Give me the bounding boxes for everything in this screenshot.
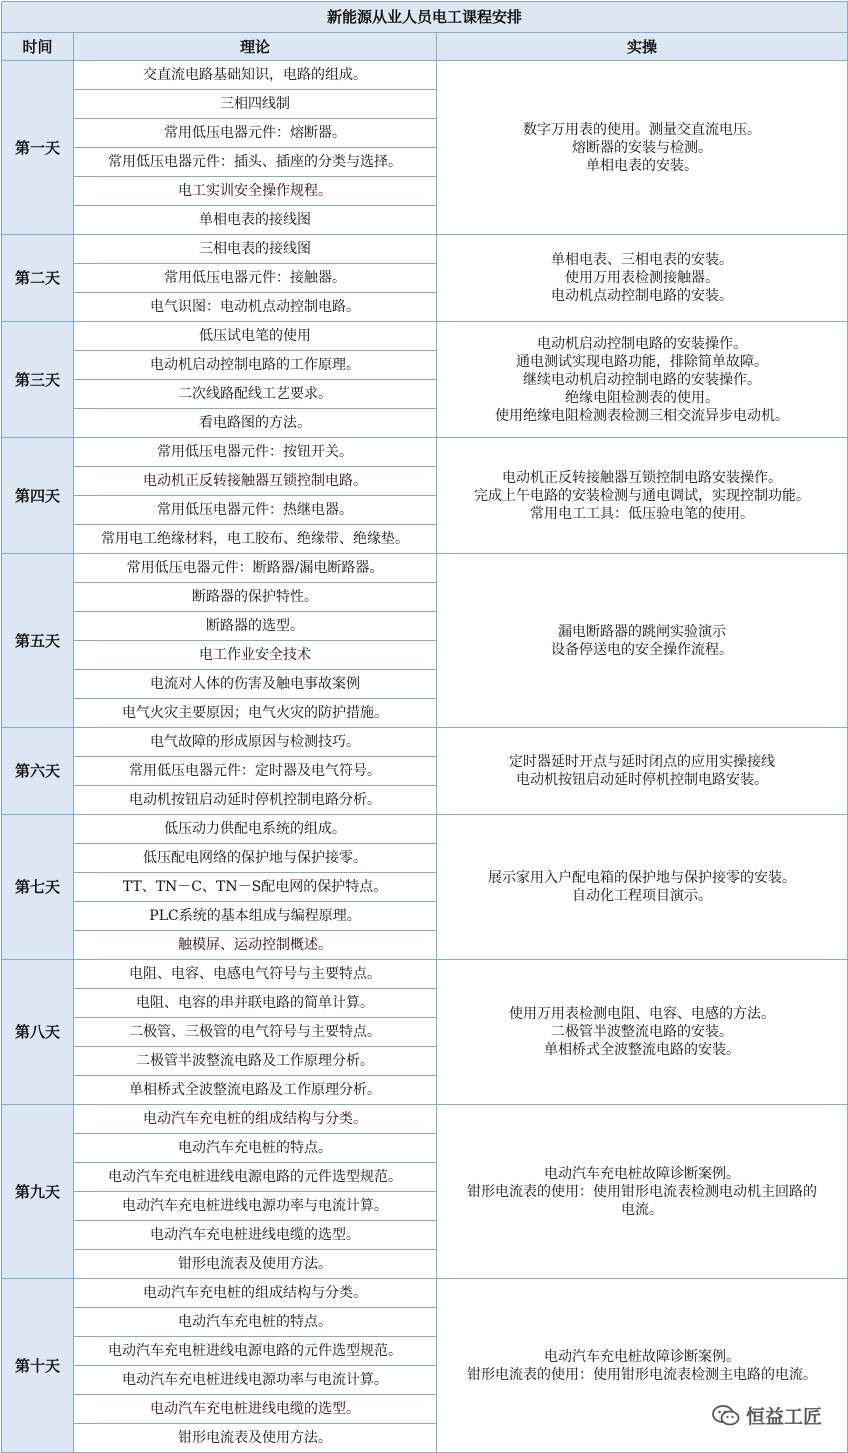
practice-cell: [437, 438, 848, 554]
theory-cell: 电动机按钮启动延时停机控制电路分析。: [74, 786, 437, 815]
header-time: 时间: [2, 33, 74, 61]
theory-cell: 电动汽车充电桩的组成结构与分类。: [74, 1105, 437, 1134]
theory-cell: 断路器的保护特性。: [74, 583, 437, 612]
theory-cell: 断路器的选型。: [74, 612, 437, 641]
practice-line: 电动机正反转接触器互锁控制电路安装操作。: [502, 469, 783, 486]
wechat-icon: [712, 1404, 740, 1428]
watermark-text: 恒益工匠: [745, 1406, 822, 1428]
theory-cell: 常用低压电器元件：接触器。: [74, 264, 437, 293]
practice-line: 电动机启动控制电路的安装操作。: [537, 335, 748, 352]
theory-cell: 交直流电路基础知识，电路的组成。: [74, 61, 437, 90]
practice-line: 设备停送电的安全操作流程。: [551, 641, 734, 658]
day-label: 第一天: [2, 61, 74, 235]
table-row: [2, 554, 848, 583]
theory-cell: 二极管、三极管的电气符号与主要特点。: [74, 1018, 437, 1047]
theory-cell: 触模屏、运动控制概述。: [74, 931, 437, 960]
practice-line: 使用万用表检测电阻、电容、电感的方法。: [509, 1006, 776, 1022]
theory-cell: 电动汽车充电桩的特点。: [74, 1308, 437, 1337]
practice-line: 数字万用表的使用。测量交直流电压。: [523, 121, 762, 138]
header-row: [2, 33, 848, 61]
practice-cell: [437, 322, 848, 438]
theory-cell: 常用低压电器元件：热继电器。: [74, 496, 437, 525]
theory-cell: 电动汽车充电桩的特点。: [74, 1134, 437, 1163]
theory-cell: 三相四线制: [74, 90, 437, 119]
theory-cell: 电阻、电容、电感电气符号与主要特点。: [74, 960, 437, 989]
theory-cell: 钳形电流表及使用方法。: [74, 1424, 437, 1453]
practice-line: 使用绝缘电阻检测表检测三相交流异步电动机。: [495, 407, 790, 424]
practice-line: 自动化工程项目演示。: [572, 888, 713, 904]
practice-cell: [437, 815, 848, 960]
table-row: [2, 322, 848, 351]
practice-line: 电动机按钮启动延时停机控制电路安装。: [516, 772, 769, 788]
theory-cell: 常用低压电器元件：断路器/漏电断路器。: [74, 554, 437, 583]
theory-cell: 电动机启动控制电路的工作原理。: [74, 351, 437, 380]
theory-cell: 电气故障的形成原因与检测技巧。: [74, 728, 437, 757]
theory-cell: 电气识图：电动机点动控制电路。: [74, 293, 437, 322]
practice-line: 继续电动机启动控制电路的安装操作。: [523, 371, 762, 388]
theory-cell: 电动汽车充电桩的组成结构与分类。: [74, 1279, 437, 1308]
day-label: 第六天: [2, 728, 74, 815]
header-practice: 实操: [437, 33, 848, 61]
table-row: [2, 1279, 848, 1308]
theory-cell: 常用低压电器元件：按钮开关。: [74, 438, 437, 467]
theory-cell: 电工作业安全技术: [74, 641, 437, 670]
practice-line: 展示家用入户配电箱的保护地与保护接零的安装。: [488, 870, 797, 886]
table-row: [2, 61, 848, 90]
practice-line: 定时器延时开点与延时闭点的应用实操接线: [509, 754, 776, 770]
theory-cell: 电动汽车充电桩进线电缆的选型。: [74, 1395, 437, 1424]
theory-cell: 电动汽车充电桩进线电源功率与电流计算。: [74, 1366, 437, 1395]
title-row: [2, 2, 848, 33]
theory-cell: 看电路图的方法。: [74, 409, 437, 438]
practice-line: 使用万用表检测接触器。: [565, 270, 720, 286]
practice-line: 漏电断路器的跳闸实验演示: [558, 623, 727, 640]
practice-cell: [437, 235, 848, 322]
practice-line: 常用电工工具：低压验电笔的使用。: [530, 505, 755, 522]
practice-line: 钳形电流表的使用：使用钳形电流表检测主电路的电流。: [467, 1366, 818, 1383]
watermark: [712, 1402, 822, 1429]
table-row: [2, 235, 848, 264]
practice-line: 熔断器的安装与检测。: [572, 139, 713, 156]
theory-cell: 电气火灾主要原因；电气火灾的防护措施。: [74, 699, 437, 728]
practice-line: 绝缘电阻检测表的使用。: [565, 389, 720, 406]
theory-cell: 常用低压电器元件：熔断器。: [74, 119, 437, 148]
practice-line: 通电测试实现电路功能，排除简单故障。: [516, 353, 769, 370]
header-theory: 理论: [74, 33, 437, 61]
theory-cell: 单相电表的接线图: [74, 206, 437, 235]
practice-line: 电动汽车充电桩故障诊断案例。: [544, 1165, 741, 1182]
theory-cell: 电流对人体的伤害及触电事故案例: [74, 670, 437, 699]
course-schedule-table: [1, 1, 848, 1453]
day-label: 第五天: [2, 554, 74, 728]
practice-line: 二极管半波整流电路的安装。: [551, 1024, 734, 1040]
day-label: 第三天: [2, 322, 74, 438]
theory-cell: TT、TN－C、TN－S配电网的保护特点。: [74, 873, 437, 902]
theory-cell: 电工实训安全操作规程。: [74, 177, 437, 206]
theory-cell: 电阻、电容的串并联电路的简单计算。: [74, 989, 437, 1018]
table-row: [2, 1105, 848, 1134]
day-label: 第七天: [2, 815, 74, 960]
theory-cell: 低压配电网络的保护地与保护接零。: [74, 844, 437, 873]
theory-cell: PLC系统的基本组成与编程原理。: [74, 902, 437, 931]
practice-line: 电动汽车充电桩故障诊断案例。: [544, 1348, 741, 1365]
theory-cell: 常用低压电器元件：定时器及电气符号。: [74, 757, 437, 786]
practice-line: 电动机点动控制电路的安装。: [551, 288, 734, 304]
theory-cell: 二次线路配线工艺要求。: [74, 380, 437, 409]
theory-cell: 三相电表的接线图: [74, 235, 437, 264]
theory-cell: 二极管半波整流电路及工作原理分析。: [74, 1047, 437, 1076]
practice-cell: [437, 61, 848, 235]
practice-line: 完成上午电路的安装检测与通电调试，实现控制功能。: [474, 487, 811, 504]
practice-cell: [437, 1105, 848, 1279]
practice-cell: [437, 554, 848, 728]
theory-cell: 常用电工绝缘材料，电工胶布、绝缘带、绝缘垫。: [74, 525, 437, 554]
theory-cell: 常用低压电器元件：插头、插座的分类与选择。: [74, 148, 437, 177]
practice-line: 钳形电流表的使用：使用钳形电流表检测电动机主回路的: [467, 1183, 818, 1200]
table-title: 新能源从业人员电工课程安排: [2, 2, 848, 33]
practice-cell: [437, 960, 848, 1105]
theory-cell: 低压试电笔的使用: [74, 322, 437, 351]
practice-line: 单相桥式全波整流电路的安装。: [544, 1042, 741, 1058]
theory-cell: 电动汽车充电桩进线电缆的选型。: [74, 1221, 437, 1250]
table-row: [2, 960, 848, 989]
theory-cell: 单相桥式全波整流电路及工作原理分析。: [74, 1076, 437, 1105]
practice-line: 电流。: [621, 1201, 664, 1218]
day-label: 第四天: [2, 438, 74, 554]
day-label: 第八天: [2, 960, 74, 1105]
practice-cell: [437, 728, 848, 815]
day-label: 第十天: [2, 1279, 74, 1453]
day-label: 第二天: [2, 235, 74, 322]
theory-cell: 电动机正反转接触器互锁控制电路。: [74, 467, 437, 496]
practice-line: 单相电表的安装。: [586, 157, 699, 174]
practice-line: 单相电表、三相电表的安装。: [551, 252, 734, 268]
theory-cell: 电动汽车充电桩进线电源功率与电流计算。: [74, 1192, 437, 1221]
table-row: [2, 438, 848, 467]
table-row: [2, 815, 848, 844]
theory-cell: 钳形电流表及使用方法。: [74, 1250, 437, 1279]
theory-cell: 电动汽车充电桩进线电源电路的元件选型规范。: [74, 1163, 437, 1192]
table-row: [2, 728, 848, 757]
theory-cell: 低压动力供配电系统的组成。: [74, 815, 437, 844]
day-label: 第九天: [2, 1105, 74, 1279]
theory-cell: 电动汽车充电桩进线电源电路的元件选型规范。: [74, 1337, 437, 1366]
